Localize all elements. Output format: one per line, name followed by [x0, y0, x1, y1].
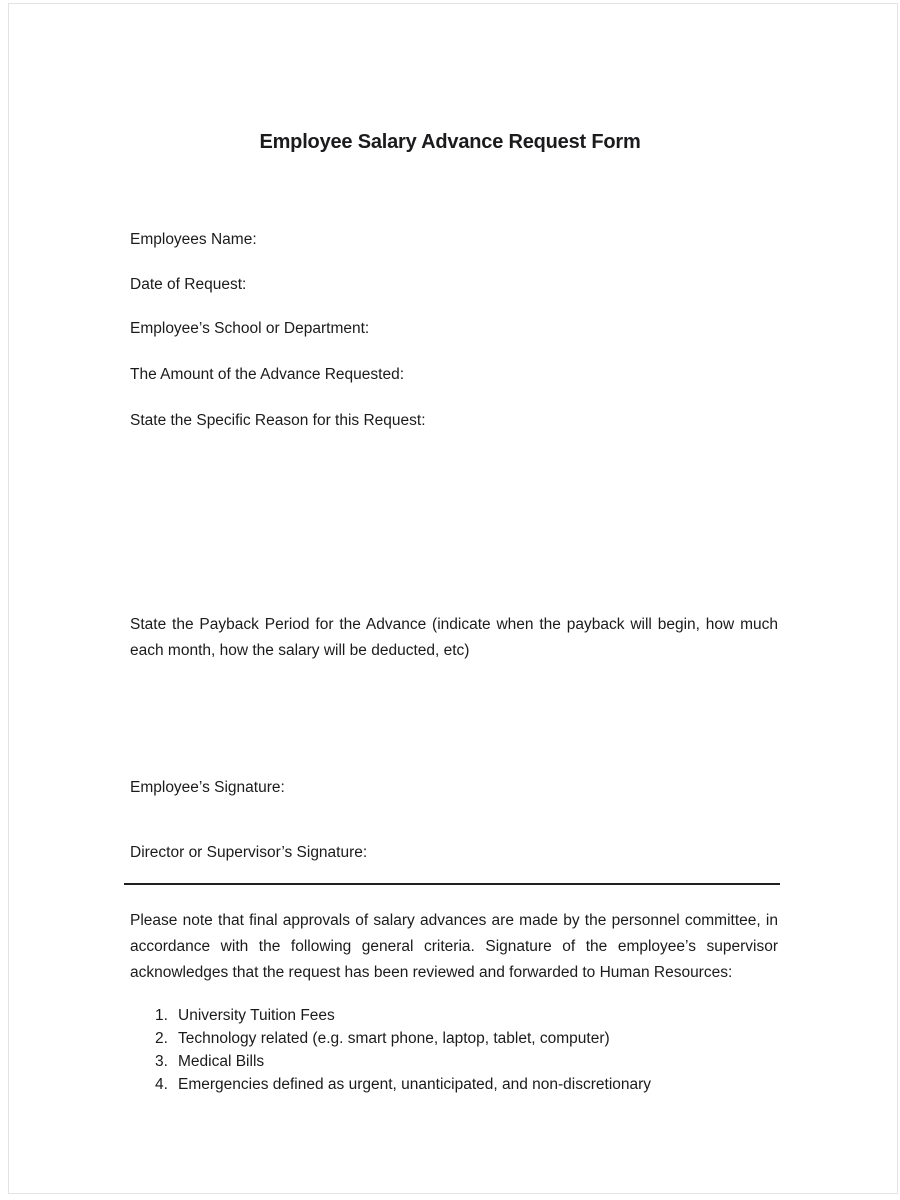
field-label-advance-amount: The Amount of the Advance Requested: — [130, 366, 405, 383]
list-item-text: University Tuition Fees — [178, 1007, 335, 1024]
list-item-text: Technology related (e.g. smart phone, laptop, tablet, computer) — [178, 1030, 610, 1047]
approval-note-line-3: acknowledges that the request has been reviewed and forwarded to Human Resources: — [130, 964, 733, 981]
list-item — [155, 1050, 780, 1073]
payback-period-instructions — [130, 612, 778, 664]
field-label-date-of-request: Date of Request: — [130, 276, 247, 293]
field-label-employees-name: Employees Name: — [130, 231, 257, 248]
signature-label-employee: Employee’s Signature: — [130, 779, 285, 796]
list-item-number: 1. — [155, 1007, 168, 1024]
payback-line-2: each month, how the salary will be deducted, etc) — [130, 642, 470, 659]
list-item-number: 2. — [155, 1030, 168, 1047]
criteria-list — [155, 1004, 780, 1096]
divider-rule — [124, 883, 780, 885]
list-item — [155, 1004, 780, 1027]
list-item — [155, 1027, 780, 1050]
page-title: Employee Salary Advance Request Form — [259, 131, 641, 153]
list-item — [155, 1073, 780, 1096]
list-item-number: 3. — [155, 1053, 168, 1070]
field-label-specific-reason: State the Specific Reason for this Request: — [130, 412, 426, 429]
field-label-school-or-department: Employee’s School or Department: — [130, 320, 370, 337]
approval-note-line-2: accordance with the following general criteria. Signature of the employee’s supervisor — [130, 938, 778, 955]
list-item-text: Medical Bills — [178, 1053, 265, 1070]
list-item-text: Emergencies defined as urgent, unanticipated, and non-discretionary — [178, 1076, 652, 1093]
payback-line-1: State the Payback Period for the Advance (indicate when the payback will begin, how much — [130, 616, 778, 633]
signature-label-director: Director or Supervisor’s Signature: — [130, 844, 368, 861]
approval-note-line-1: Please note that final approvals of salary advances are made by the personnel committee, in — [130, 912, 778, 929]
list-item-number: 4. — [155, 1076, 168, 1093]
approval-note — [130, 908, 778, 986]
